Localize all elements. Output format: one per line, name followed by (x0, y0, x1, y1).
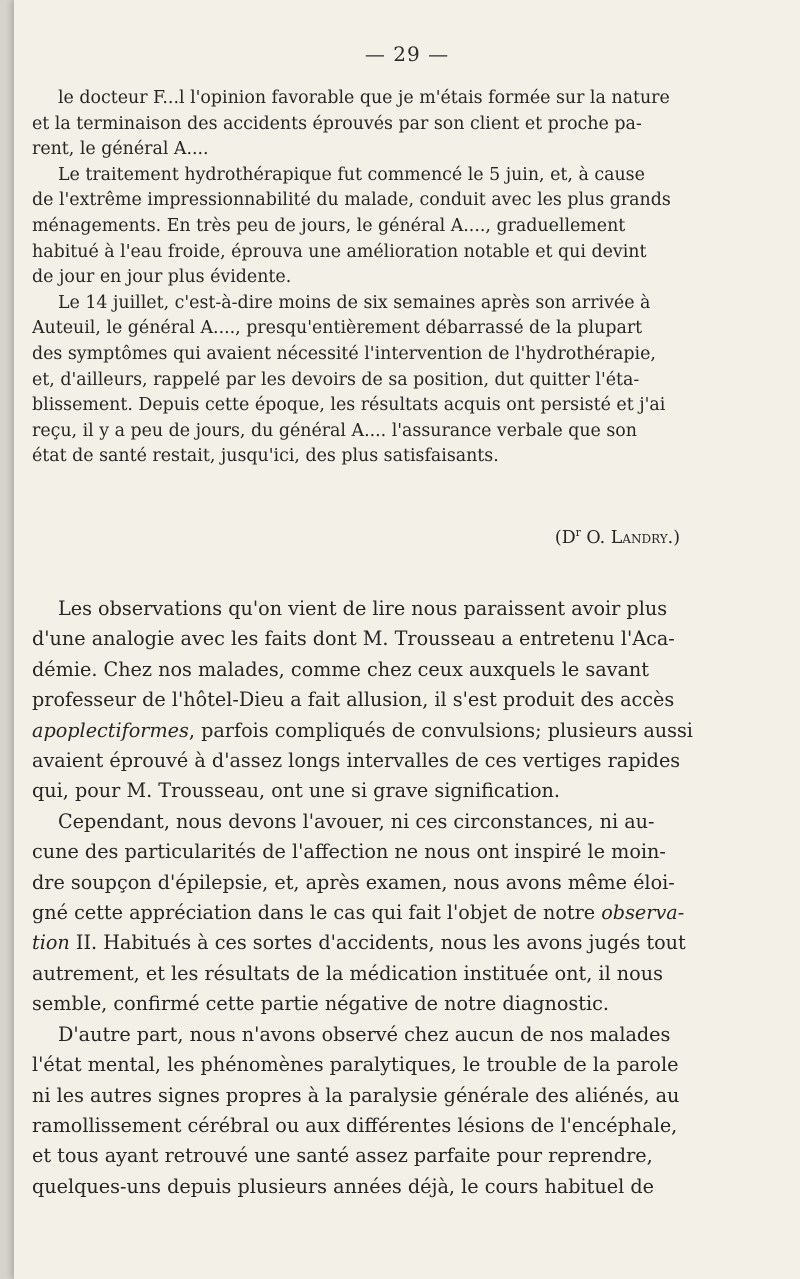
text-line: avaient éprouvé à d'assez longs intervalles de ces vertiges rapides (32, 749, 681, 773)
signature-name: Landry (610, 527, 668, 548)
author-signature (32, 526, 680, 548)
text-line: et tous ayant retrouvé une santé assez parfaite pour reprendre, (32, 1144, 653, 1168)
text-line: ramollissement cérébral ou aux différentes lésions de l'encéphale, (32, 1113, 678, 1137)
text-line: et la terminaison des accidents éprouvés par son client et proche pa- (32, 113, 642, 134)
text-line: quelques-uns depuis plusieurs années déjà, le cours habituel de (32, 1174, 654, 1198)
text-line: rent, le général A.... (32, 139, 209, 160)
text-line: autrement, et les résultats de la médication instituée ont, il nous (32, 961, 663, 985)
text-line: dre soupçon d'épilepsie, et, après examen, nous avons même éloi- (32, 870, 675, 894)
page-number: — 29 — (364, 42, 450, 66)
text-line: D'autre part, nous n'avons observé chez aucun de nos malades (58, 1022, 671, 1046)
text-line: de l'extrême impressionnabilité du malade, conduit avec les plus grands (32, 190, 671, 211)
discussion-text (32, 594, 708, 1202)
text-line: semble, confirmé cette partie négative de notre diagnostic. (32, 992, 609, 1016)
text-line: reçu, il y a peu de jours, du général A.... l'assurance verbale que son (32, 420, 637, 441)
signature-suffix: .) (667, 527, 680, 548)
text-line: Cependant, nous devons l'avouer, ni ces circonstances, ni au- (58, 809, 655, 833)
text-line: démie. Chez nos malades, comme chez ceux auxquels le savant (32, 657, 649, 681)
text-line: d'une analogie avec les faits dont M. Trousseau a entretenu l'Aca- (32, 627, 675, 651)
text-line: Le 14 juillet, c'est-à-dire moins de six semaines après son arrivée à (58, 292, 651, 313)
text-line: cune des particularités de l'affection ne nous ont inspiré le moin- (32, 840, 666, 864)
case-report-text (32, 86, 708, 470)
text-line: des symptômes qui avaient nécessité l'intervention de l'hydrothérapie, (32, 343, 656, 364)
text-line: l'état mental, les phénomènes paralytiques, le trouble de la parole (32, 1053, 679, 1077)
text-line: et, d'ailleurs, rappelé par les devoirs de sa position, dut quitter l'éta- (32, 369, 640, 390)
text-line: apoplectiformes, parfois compliqués de convulsions; plusieurs aussi (32, 718, 693, 742)
text-line: tion II. Habitués à ces sortes d'accidents, nous les avons jugés tout (32, 931, 686, 955)
text-line: Le traitement hydrothérapique fut commencé le 5 juin, et, à cause (58, 164, 645, 185)
text-line: Les observations qu'on vient de lire nous paraissent avoir plus (58, 597, 668, 620)
text-line: blissement. Depuis cette époque, les résultats acquis ont persisté et j'ai (32, 395, 666, 416)
text-line: habitué à l'eau froide, éprouva une amélioration notable et qui devint (32, 241, 647, 262)
text-line: de jour en jour plus évidente. (32, 267, 292, 288)
signature-prefix: (D (554, 527, 576, 548)
text-line: professeur de l'hôtel-Dieu a fait allusion, il s'est produit des accès (32, 688, 675, 712)
signature-superscript: r (575, 526, 581, 539)
text-line: ni les autres signes propres à la paralysie générale des aliénés, au (32, 1083, 680, 1107)
text-line: ménagements. En très peu de jours, le général A...., graduellement (32, 215, 626, 236)
text-line: gné cette appréciation dans le cas qui fait l'objet de notre observa- (32, 901, 685, 925)
book-page (14, 0, 800, 1279)
text-line: état de santé restait, jusqu'ici, des plus satisfaisants. (32, 446, 499, 467)
signature-initial: O. (580, 527, 611, 548)
text-line: le docteur F...l l'opinion favorable que je m'étais formée sur la nature (58, 88, 670, 108)
text-line: qui, pour M. Trousseau, ont une si grave signification. (32, 779, 560, 803)
text-line: Auteuil, le général A...., presqu'entièrement débarrassé de la plupart (32, 318, 643, 339)
